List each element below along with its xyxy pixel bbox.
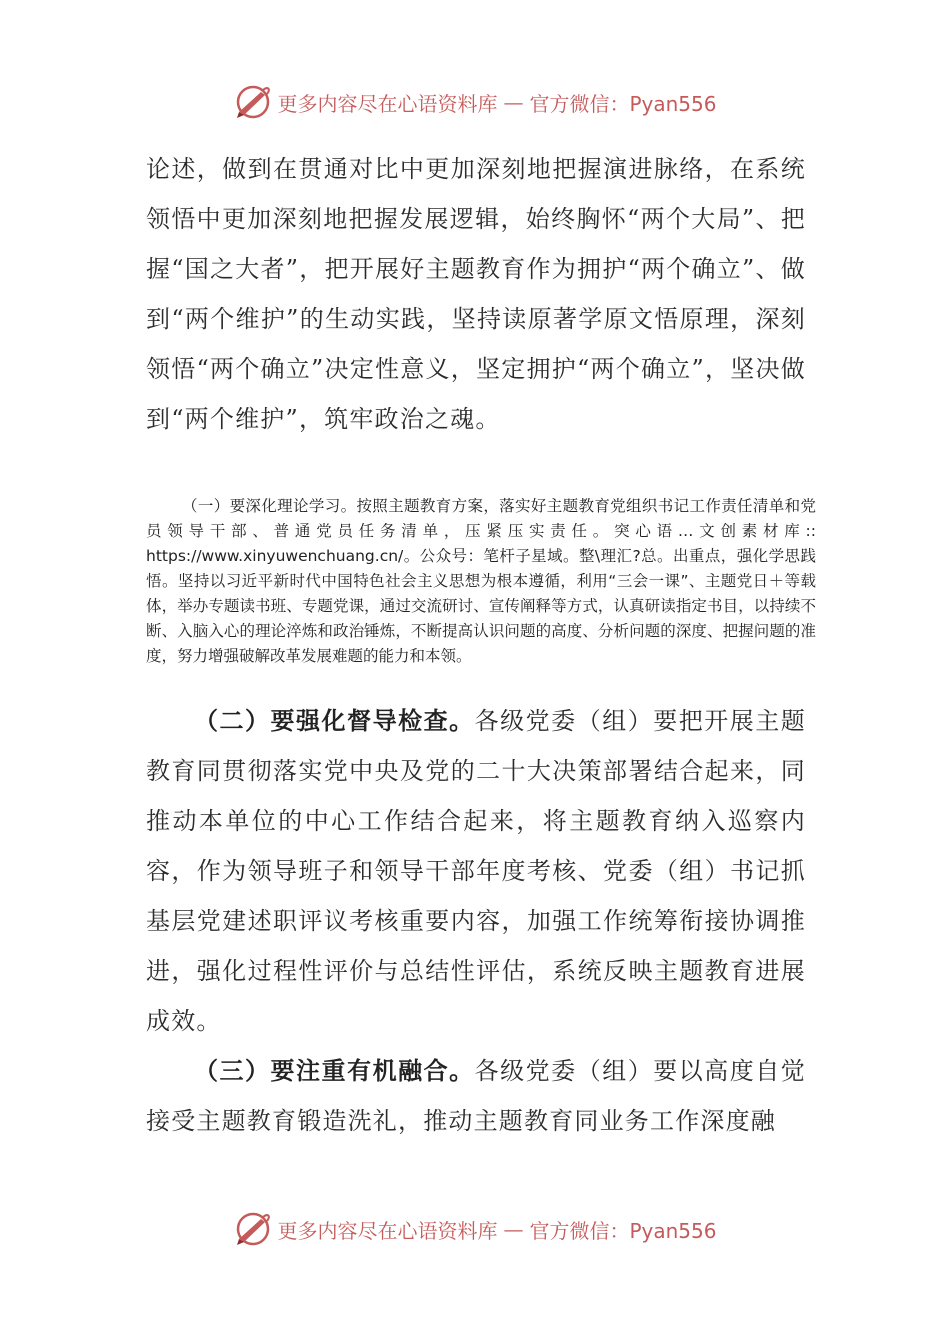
paragraph-1: 论述，做到在贯通对比中更加深刻地把握演进脉络，在系统领悟中更加深刻地把握发展逻辑，始终胸怀“两个大局”、把握“国之大者”，把开展好主题教育作为拥护“两个确立”、做到“两个维护”的生动实践，坚持读原著学原文悟原理，深刻领悟“两个确立”决定性意义，坚定拥护“两个确立”，坚决做到“两个维护”，筑牢政治之魂。 [146, 155, 806, 433]
section-2-heading: （二）要强化督导检查。 [194, 706, 475, 735]
section-3-heading: （三）要注重有机融合。 [194, 1056, 475, 1085]
paragraph-2-small: （一）要深化理论学习。按照主题教育方案，落实好主题教育党组织书记工作责任清单和党员领导干部、普通党员任务清单，压紧压实责任。突心语…文创素材库:: https://www.xinyuwenchuang.cn/。公众号：笔杆子星域。整\理汇?总。出重点，强化学思践悟。坚持以习近平新时代中国特色社会主义思想为根本遵循，利用“三会一课”、主题党日＋等载体，举办专题读书班、专题党课，通过交流研讨、宣传阐释等方式，认真研读指定书目，以持续不断、入脑入心的理论淬炼和政治锤炼，不断提高认识问题的高度、分析问题的深度、把握问题的准度，努力增强破解改革发展难题的能力和本领。 [146, 497, 816, 665]
banner-separator: — [503, 1217, 524, 1241]
banner-wechat: 官方微信：Pyan556 [529, 1218, 717, 1243]
section-2-body: 各级党委（组）要把开展主题教育同贯彻落实党中央及党的二十大决策部署结合起来，同推动本单位的中心工作结合起来，将主题教育纳入巡察内容，作为领导班子和领导干部年度考核、党委（组）书记抓基层党建述职评议考核重要内容，加强工作统筹衔接协调推进，强化过程性评价与总结性评估，系统反映主题教育进展成效。 [146, 707, 806, 1035]
banner-text: 更多内容尽在心语资料库 [277, 1218, 498, 1243]
banner-wechat: 官方微信：Pyan556 [529, 91, 717, 116]
footer-banner [0, 1207, 950, 1251]
pen-logo-icon [233, 1209, 273, 1249]
header-banner [0, 80, 950, 124]
banner-separator: — [503, 90, 524, 114]
banner-text: 更多内容尽在心语资料库 [277, 91, 498, 116]
paragraph-3 [146, 696, 806, 1046]
section-3-body: 各级党委（组）要以高度自觉接受主题教育锻造洗礼，推动主题教育同业务工作深度融 [146, 1057, 806, 1135]
pen-logo-icon [233, 82, 273, 122]
paragraph-4 [146, 1046, 806, 1146]
